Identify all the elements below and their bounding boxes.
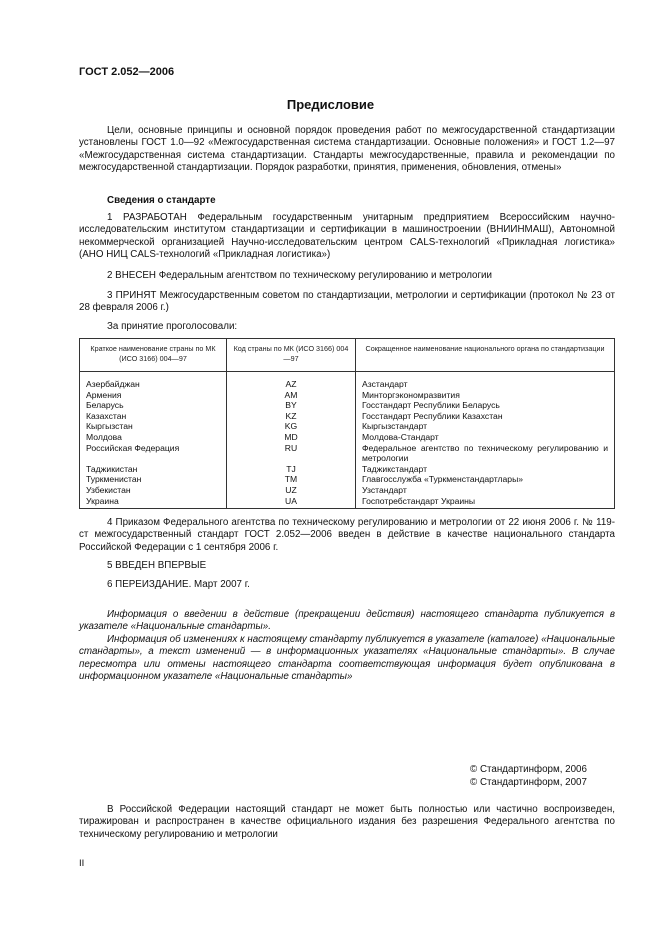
item-2-text: 2 ВНЕСЕН Федеральным агентством по техническому регулированию и метрологии — [107, 270, 493, 281]
country-cell: Азербайджан — [80, 372, 227, 390]
body-cell: Госпотребстандарт Украины — [356, 496, 615, 509]
copyright-2007: © Стандартинформ, 2007 — [470, 777, 587, 788]
item-6 — [79, 579, 615, 591]
rights-text: В Российской Федерации настоящий стандарт не может быть полностью или частично воспроизведен, тиражирован и распространен в качестве официального издания без разрешения Федерального агентства по техническому регулированию и метрологии — [79, 804, 615, 840]
body-cell: Таджикстандарт — [356, 464, 615, 475]
country-cell: Армения — [80, 390, 227, 401]
code-cell: MD — [227, 432, 356, 443]
table-row — [80, 432, 615, 443]
item-6-text: 6 ПЕРЕИЗДАНИЕ. Март 2007 г. — [107, 579, 250, 590]
body-cell: Главгосслужба «Туркменстандартлары» — [356, 474, 615, 485]
copyright-2006: © Стандартинформ, 2006 — [470, 764, 587, 775]
rights-paragraph — [79, 804, 615, 841]
country-cell: Беларусь — [80, 400, 227, 411]
item-1-text: 1 РАЗРАБОТАН Федеральным государственным унитарным предприятием Всероссийским научно-исследовательским институтом стандартизации и сертификации в машиностроении (ВНИИНМАШ), Автономной некоммерческой организацией Научно-исследовательским центром CALS-технологий «Прикладная логистика» (АНО НИЦ CALS-технологий «Прикладная логистика») — [79, 212, 615, 260]
item-4-text: 4 Приказом Федерального агентства по техническому регулированию и метрологии от 22 июня 2006 г. № 119-ст межгосударственный стандарт ГОСТ 2.052—2006 введен в действие в качестве национального стандарта Российской Федерации с 1 сентября 2006 г. — [79, 517, 615, 553]
country-cell: Узбекистан — [80, 485, 227, 496]
col-header-code: Код страны по МК (ИСО 3166) 004—97 — [227, 339, 356, 372]
body-cell: Федеральное агентство по техническому регулированию и метрологии — [356, 443, 615, 464]
code-cell: RU — [227, 443, 356, 464]
table-row — [80, 474, 615, 485]
page-title: Предисловие — [286, 97, 375, 112]
intro-text: Цели, основные принципы и основной порядок проведения работ по межгосударственной стандартизации установлены ГОСТ 1.0—92 «Межгосударственная система стандартизации. Основные положения» и ГОСТ 1.2—97 «Межгосударственная система стандартизации. Стандарты межгосударственные, правила и рекомендации по межгосударственной стандартизации. Порядок разработки, принятия, применения, обновления, отмены» — [79, 125, 615, 173]
country-cell: Казахстан — [80, 411, 227, 422]
body-cell: Минторгэкономразвития — [356, 390, 615, 401]
item-3-text: 3 ПРИНЯТ Межгосударственным советом по стандартизации, метрологии и сертификации (протокол № 23 от 28 февраля 2006 г.) — [79, 290, 615, 314]
code-cell: UZ — [227, 485, 356, 496]
code-cell: BY — [227, 400, 356, 411]
code-cell: KG — [227, 421, 356, 432]
code-cell: TJ — [227, 464, 356, 475]
body-cell: Госстандарт Республики Беларусь — [356, 400, 615, 411]
table-row — [80, 464, 615, 475]
table-row — [80, 400, 615, 411]
voting-table — [79, 338, 615, 509]
item-4 — [79, 517, 615, 554]
voted-text: За принятие проголосовали: — [107, 321, 238, 332]
table-row — [80, 421, 615, 432]
col-header-country: Краткое наименование страны по МК (ИСО 3166) 004—97 — [80, 339, 227, 372]
country-cell: Таджикистан — [80, 464, 227, 475]
document-header: ГОСТ 2.052—2006 — [79, 66, 175, 78]
country-cell: Российская Федерация — [80, 443, 227, 464]
voted-line — [79, 321, 615, 333]
country-cell: Кыргызстан — [80, 421, 227, 432]
table-row — [80, 443, 615, 464]
body-cell: Узстандарт — [356, 485, 615, 496]
intro-paragraph — [79, 125, 615, 174]
item-5 — [79, 560, 615, 572]
notice-changes — [79, 634, 615, 683]
item-2 — [79, 270, 615, 282]
page-number: II — [79, 858, 85, 869]
table-row — [80, 372, 615, 390]
info-heading: Сведения о стандарте — [107, 195, 216, 206]
notice-introduction — [79, 609, 615, 634]
code-cell: KZ — [227, 411, 356, 422]
country-cell: Туркменистан — [80, 474, 227, 485]
item-1 — [79, 212, 615, 261]
item-5-text: 5 ВВЕДЕН ВПЕРВЫЕ — [107, 560, 207, 571]
table-row — [80, 411, 615, 422]
table-row — [80, 485, 615, 496]
table-header-row — [80, 339, 615, 372]
body-cell: Азстандарт — [356, 372, 615, 390]
body-cell: Госстандарт Республики Казахстан — [356, 411, 615, 422]
code-cell: TM — [227, 474, 356, 485]
country-cell: Украина — [80, 496, 227, 509]
body-cell: Молдова-Стандарт — [356, 432, 615, 443]
col-header-body: Сокращенное наименование национального органа по стандартизации — [356, 339, 615, 372]
code-cell: AM — [227, 390, 356, 401]
country-cell: Молдова — [80, 432, 227, 443]
code-cell: AZ — [227, 372, 356, 390]
code-cell: UA — [227, 496, 356, 509]
table-row — [80, 390, 615, 401]
notice-introduction-text: Информация о введении в действие (прекращении действия) настоящего стандарта публикуется в указателе «Национальные стандарты». — [79, 609, 615, 633]
item-3 — [79, 290, 615, 315]
body-cell: Кыргызстандарт — [356, 421, 615, 432]
notice-changes-text: Информация об изменениях к настоящему стандарту публикуется в указателе (каталоге) «Национальные стандарты», а текст изменений — в информационных указателях «Национальные стандарты». В случае пересмотра или отмены настоящего стандарта соответствующая информация будет опубликована в информационном указателе «Национальные стандарты» — [79, 634, 615, 682]
table-row — [80, 496, 615, 509]
